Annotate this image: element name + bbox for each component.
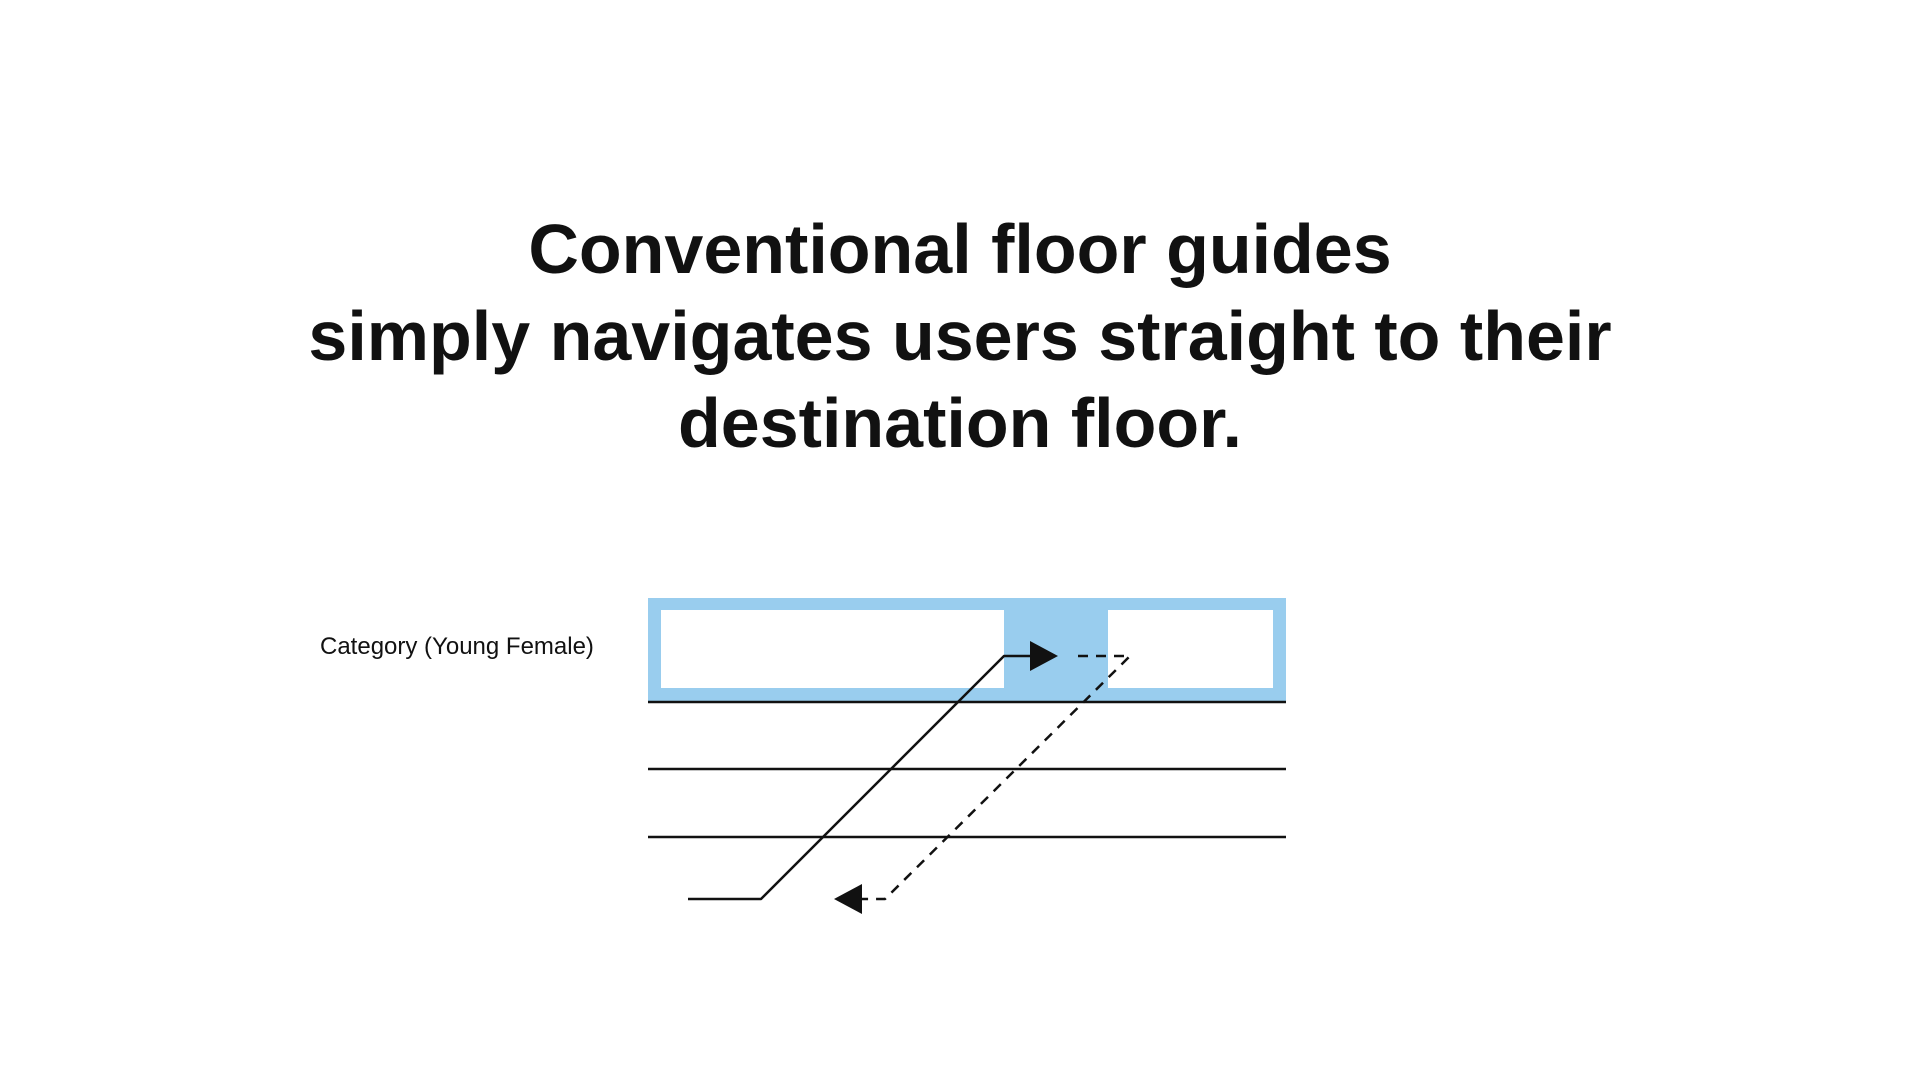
ascending-path: [688, 656, 1032, 899]
headline-line-3: destination floor.: [678, 384, 1242, 462]
ascending-arrow-head: [1030, 641, 1058, 671]
headline-line-1: Conventional floor guides: [528, 210, 1392, 288]
descending-path: [860, 656, 1130, 899]
headline: [0, 206, 1920, 467]
highlighted-floor-band: [648, 598, 1286, 701]
descending-arrow-head: [834, 884, 862, 914]
floor-room-right: [1108, 610, 1273, 688]
headline-line-2: simply navigates users straight to their: [308, 297, 1612, 375]
category-label: Category (Young Female): [320, 633, 594, 660]
floor-room-left: [661, 610, 1004, 688]
